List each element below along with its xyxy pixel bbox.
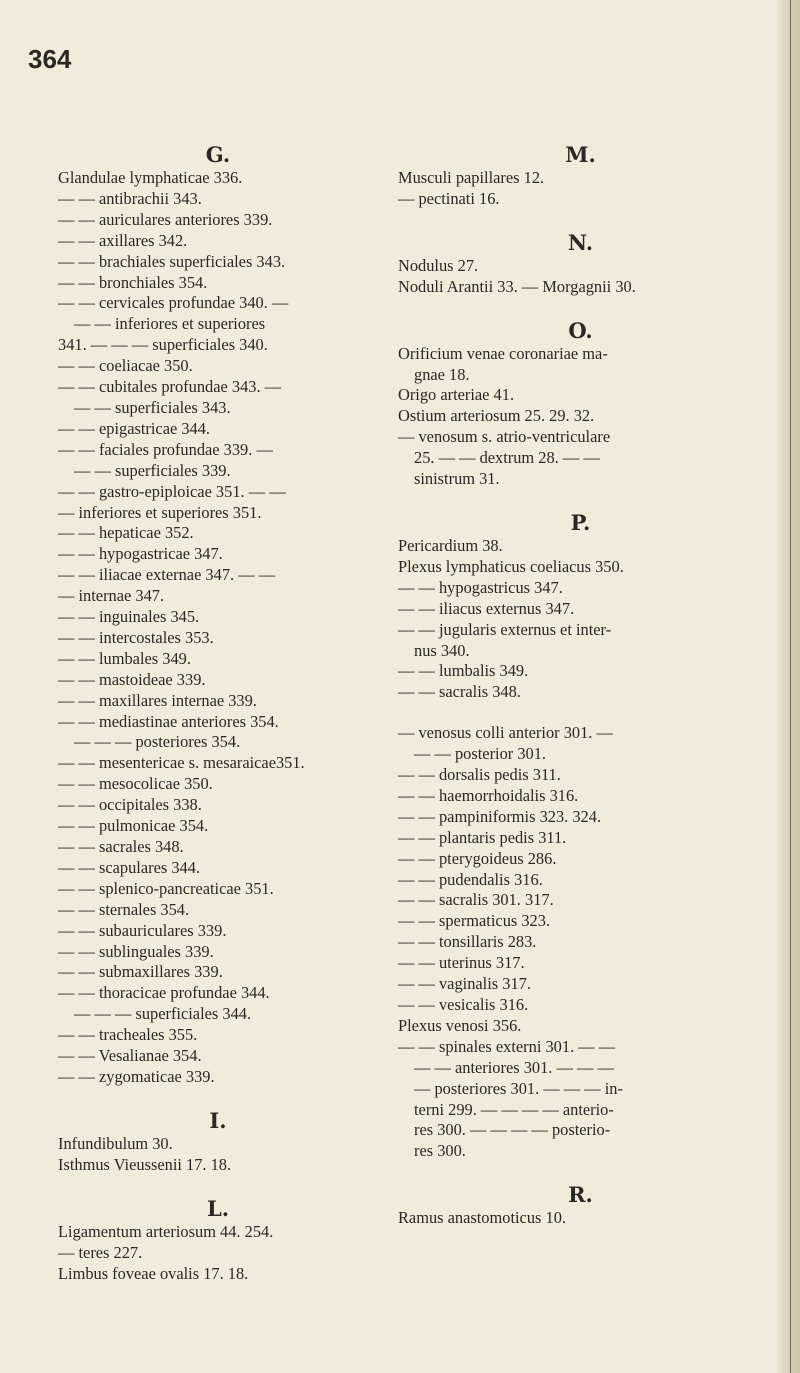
index-entry-line: — — vesicalis 316. [398,995,529,1014]
index-entry-line: — — Vesalianae 354. [58,1046,202,1066]
index-entry-line: — — intercostales 353. [58,627,214,647]
index-entry-line: — — sublinguales 339. [58,941,214,961]
index-entry-line: — — gastro-epiploicae 351. — — [58,481,286,501]
index-entry-line: — — splenico-pancreaticae 351. [58,878,274,898]
index-entry-line: — — uterinus 317. [398,953,525,973]
index-entry-line: — — inferiores et superiores [74,314,266,334]
index-entry-line: — — hypogastricus 347. [398,577,563,597]
index-entry-line: — — sacrales 348. [58,837,184,856]
index-entry-line: — — epigastricae 344. [58,418,211,438]
index-entry-line: — — hypogastricae 347. [58,544,223,564]
index-entry-line: — — mediastinae anteriores 354. [58,711,279,731]
section-spacer [398,703,763,723]
index-entry-line: — — tonsillaris 283. [398,932,537,952]
index-entry-line: — — lumbales 349. [58,648,191,668]
index-entry-line: — — scapulares 344. [58,857,201,877]
index-entry-line: — — — superficiales 344. [74,1004,252,1024]
section-letter-heading: L. [206,1195,230,1221]
index-entry-line: — — inguinales 345. [58,607,200,627]
index-entry-line: — — mesentericae s. mesaraicae351. [58,753,305,773]
section-letter-heading: P. [570,509,591,535]
index-entry-line: Limbus foveae ovalis 17. 18. [58,1263,249,1283]
index-entry-line: — — occipitales 338. [58,795,202,815]
index-entry-line: — — — posteriores 354. [74,732,241,752]
index-entry-line: — — pampiniformis 323. 324. [398,806,602,826]
section-letter-heading: O. [568,317,593,343]
index-entry-line: — — sternales 354. [58,899,190,919]
index-entry-line: — — hepaticae 352. [58,523,194,543]
index-entry-line: — — sacralis 301. 317. [398,890,554,910]
index-entry-line: Glandulae lymphaticae 336. [58,168,243,187]
index-entry-line: — — superficiales 343. [74,397,231,417]
section-spacer [398,210,763,230]
index-entry-line: — — jugularis externus et inter- [398,619,612,639]
index-entry-line: — — pterygoideus 286. [398,848,557,868]
index-entry-line: 341. — — — superficiales 340. [58,335,268,355]
section-spacer [58,1088,378,1108]
index-entry-line: res 300. [414,1141,466,1161]
index-entry-line: 25. — — dextrum 28. — — [414,448,600,468]
index-entry-line: Ramus anastomoticus 10. [398,1208,566,1228]
index-entry-line: — — subauriculares 339. [58,920,227,940]
index-entry-line: — posteriores 301. — — — in- [414,1078,623,1098]
index-entry-line: — — antibrachii 343. [58,188,202,208]
section-letter-heading: G. [205,142,231,167]
index-entry-line: — — submaxillares 339. [58,962,223,982]
index-entry-line: — — mesocolicae 350. [58,774,213,794]
index-entry-line: Plexus lymphaticus coeliacus 350. [398,556,624,576]
index-entry-line: — — sacralis 348. [398,682,521,702]
index-entry-line: — venosum s. atrio-ventriculare [398,427,611,447]
index-entry-line: — — axillares 342. [58,230,188,250]
index-entry-line: Ostium arteriosum 25. 29. 32. [398,406,595,426]
index-entry-line: — — anteriores 301. — — — [414,1057,614,1077]
index-entry-line: — — tracheales 355. [58,1025,198,1045]
index-entry-line: sinistrum 31. [414,469,500,489]
page-number: 364 [28,44,72,74]
index-entry-line: res 300. — — — — posterio- [414,1120,611,1140]
index-entry-line: — internae 347. [58,586,165,606]
index-entry-line: Pericardium 38. [398,535,503,555]
index-entry-line: — — brachiales superficiales 343. [58,251,286,271]
index-entry-line: — — cervicales profundae 340. — [58,293,289,313]
index-entry-line: Ligamentum arteriosum 44. 254. [58,1221,274,1241]
index-entry-line: — — zygomaticae 339. [58,1066,215,1086]
index-entry-line: Noduli Arantii 33. — Morgagnii 30. [398,276,636,296]
index-entry-line: — — thoracicae profundae 344. [58,983,270,1003]
index-entry-line: — — superficiales 339. [74,460,231,480]
index-entry-line: — — haemorrhoidalis 316. [398,785,579,805]
index-column-left [58,142,378,1284]
index-entry-line: — — spinales externi 301. — — [398,1036,616,1056]
index-entry-line: terni 299. — — — — anterio- [414,1099,614,1119]
index-entry-line: — — lumbalis 349. [398,661,529,681]
index-entry-line: Plexus venosi 356. [398,1015,522,1035]
index-entry-line: — — bronchiales 354. [58,272,208,292]
index-entry-line: Musculi papillares 12. [398,168,545,187]
index-entry-line: — — vaginalis 317. [398,974,531,994]
index-entry-line: Isthmus Vieussenii 17. 18. [58,1154,232,1174]
index-entry-line: — — coeliacae 350. [58,356,193,376]
section-spacer [398,490,763,510]
section-spacer [398,298,763,318]
section-letter-heading: R. [568,1182,593,1208]
index-column-right [398,142,763,1229]
index-entry-line: — inferiores et superiores 351. [58,502,262,522]
index-entry-line: — — pudendalis 316. [398,869,543,889]
index-entry-line: — — spermaticus 323. [398,911,551,931]
index-entry-line: Orificium venae coronariae ma- [398,343,608,363]
index-entry-line: Infundibulum 30. [58,1133,173,1153]
index-entry-line: — — cubitales profundae 343. — [58,377,282,397]
index-entry-line: — — maxillares internae 339. [58,690,257,710]
index-entry-line: — — mastoideae 339. [58,669,206,689]
section-spacer [398,1162,763,1182]
index-entry-line: — — iliacae externae 347. — — [58,565,276,585]
index-entry-line: — — plantaris pedis 311. [398,827,567,847]
section-letter-heading: I. [209,1107,227,1133]
page-binding-edge [778,0,800,1373]
index-entry-line: Nodulus 27. [398,255,479,275]
index-entry-line: — pectinati 16. [398,188,500,208]
index-entry-line: gnae 18. [414,364,470,384]
section-letter-heading: M. [565,142,596,167]
index-entry-line: nus 340. [414,640,470,660]
binding-rule [790,0,791,1373]
index-entry-line: — — faciales profundae 339. — [58,439,273,459]
index-entry-line: — venosus colli anterior 301. — [398,723,613,743]
index-entry-line: — — dorsalis pedis 311. [398,765,561,785]
index-entry-line: — — iliacus externus 347. [398,598,575,618]
section-spacer [58,1176,378,1196]
index-entry-line: — — posterior 301. [414,744,547,764]
index-entry-line: Origo arteriae 41. [398,385,515,405]
index-entry-line: — — pulmonicae 354. [58,816,209,836]
index-entry-line: — — auriculares anteriores 339. [58,209,273,229]
index-entry-line: — teres 227. [58,1242,143,1262]
section-letter-heading: N. [567,229,594,255]
